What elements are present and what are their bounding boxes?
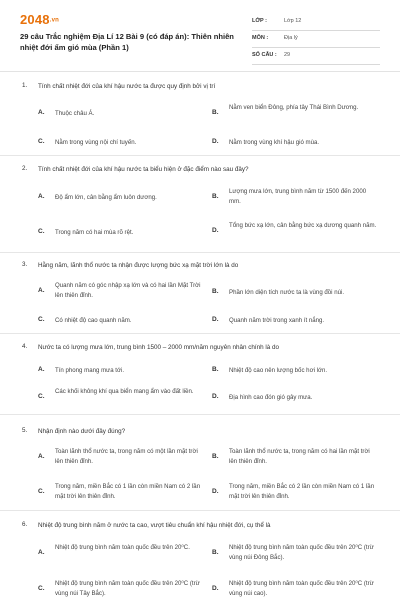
option-text: Tín phong mang mưa tới.: [55, 367, 125, 374]
option-letter: A.: [38, 287, 45, 294]
option-text: Nằm trong vùng khí hậu gió mùa.: [229, 139, 320, 146]
document-header: [0, 0, 400, 72]
question-text: Nhận định nào dưới đây đúng?: [38, 428, 126, 435]
option-text: Lượng mưa lớn, trung bình năm từ 1500 đến 2000 mm.: [229, 188, 367, 205]
meta-key: MÔN :: [252, 35, 269, 41]
option-text: Nhiệt độ trung bình năm toàn quốc đều trên 20⁰C (trừ vùng núi Tây Bắc).: [55, 580, 200, 597]
question-number: 4.: [22, 343, 28, 350]
header-divider: [0, 71, 400, 72]
option-letter: C.: [38, 228, 45, 235]
meta-key: SỐ CÂU :: [252, 52, 277, 58]
option-text: Trong năm, miền Bắc có 1 lần còn miền Nam có 2 lần mặt trời lên thiên đỉnh.: [55, 483, 201, 500]
question-text: Nhiệt độ trung bình năm ở nước ta cao, vượt tiêu chuẩn khí hậu nhiệt đới, cụ thể là: [38, 522, 271, 529]
option-text: Toàn lãnh thổ nước ta, trong năm có hai lần mặt trời lên thiên đỉnh.: [229, 448, 370, 465]
question-divider: [0, 510, 400, 511]
option-letter: A.: [38, 109, 45, 116]
option-text: Quanh năm có góc nhập xạ lớn và có hai lần Mặt Trời lên thiên đỉnh.: [55, 282, 201, 299]
option-text: Quanh năm trời trong xanh ít nắng.: [229, 317, 325, 324]
option-letter: D.: [212, 393, 219, 400]
option-letter: C.: [38, 585, 45, 592]
option-letter: B.: [212, 193, 219, 200]
option-text: Nhiệt độ trung bình năm toàn quốc đều trên 20⁰C.: [55, 544, 190, 551]
question-text: Nước ta có lượng mưa lớn, trung bình 1500 – 2000 mm/năm nguyên nhân chính là do: [38, 344, 280, 351]
meta-value: Địa lý: [284, 35, 298, 41]
meta-key: LỚP :: [252, 18, 267, 24]
question-number: 2.: [22, 165, 28, 172]
option-text: Địa hình cao đón gió gây mưa.: [229, 394, 313, 401]
meta-value: Lớp 12: [284, 18, 302, 24]
option-letter: D.: [212, 585, 219, 592]
meta-row-subject: [252, 31, 380, 48]
document-meta: [252, 14, 380, 65]
option-text: Toàn lãnh thổ nước ta, trong năm có một lần mặt trời lên thiên đỉnh.: [55, 448, 198, 465]
question-divider: [0, 333, 400, 334]
site-logo[interactable]: [20, 12, 59, 27]
option-letter: A.: [38, 366, 45, 373]
option-text: Phần lớn diện tích nước ta là vùng đồi núi.: [229, 289, 345, 296]
document-title: 29 câu Trắc nghiệm Địa Lí 12 Bài 9 (có đáp án): Thiên nhiên nhiệt đới ẩm gió mùa (Phần 1): [20, 32, 234, 52]
question-divider: [0, 414, 400, 415]
question-divider: [0, 252, 400, 253]
meta-row-count: [252, 48, 380, 65]
logo-text: 2048: [20, 12, 50, 27]
question-number: 5.: [22, 427, 28, 434]
option-letter: B.: [212, 453, 219, 460]
option-letter: C.: [38, 393, 45, 400]
option-letter: C.: [38, 488, 45, 495]
question-number: 6.: [22, 521, 28, 528]
option-letter: D.: [212, 227, 219, 234]
question-number: 1.: [22, 82, 28, 89]
option-letter: B.: [212, 366, 219, 373]
option-text: Nhiệt độ cao nên lượng bốc hơi lớn.: [229, 367, 328, 374]
option-letter: A.: [38, 549, 45, 556]
option-text: Trong năm có hai mùa rõ rệt.: [55, 229, 134, 236]
option-text: Nằm trong vùng nội chí tuyến.: [55, 139, 137, 146]
option-letter: B.: [212, 109, 219, 116]
option-letter: C.: [38, 138, 45, 145]
question-divider: [0, 155, 400, 156]
option-text: Các khối không khí qua biển mang ẩm vào đất liền.: [55, 388, 194, 395]
option-text: Nhiệt độ trung bình năm toàn quốc đều trên 20⁰C (trừ vùng núi cao).: [229, 580, 374, 597]
option-letter: C.: [38, 316, 45, 323]
option-letter: B.: [212, 288, 219, 295]
option-letter: A.: [38, 453, 45, 460]
option-text: Thuộc châu Á.: [55, 110, 95, 117]
question-text: Hằng năm, lãnh thổ nước ta nhận được lượng bức xạ mặt trời lớn là do: [38, 262, 239, 269]
question-text: Tính chất nhiệt đới của khí hậu nước ta biểu hiện ở đặc điểm nào sau đây?: [38, 166, 249, 173]
option-letter: D.: [212, 316, 219, 323]
option-text: Nằm ven biển Đông, phía tây Thái Bình Dương.: [229, 104, 359, 111]
option-letter: D.: [212, 138, 219, 145]
option-letter: D.: [212, 488, 219, 495]
meta-row-class: [252, 14, 380, 31]
option-text: Độ ẩm lớn, cân bằng ẩm luôn dương.: [55, 194, 157, 201]
question-number: 3.: [22, 261, 28, 268]
option-text: Trong năm, miền Bắc có 2 lần còn miền Nam có 1 lần mặt trời lên thiên đỉnh.: [229, 483, 375, 500]
meta-value: 29: [284, 52, 291, 58]
logo-suffix: .vn: [49, 17, 60, 24]
option-text: Có nhiệt độ cao quanh năm.: [55, 317, 132, 324]
option-letter: A.: [38, 193, 45, 200]
option-text: Tổng bức xạ lớn, cân bằng bức xạ dương quanh năm.: [229, 222, 377, 229]
option-text: Nhiệt độ trung bình năm toàn quốc đều trên 20⁰C (trừ vùng núi Đông Bắc).: [229, 544, 374, 561]
question-text: Tính chất nhiệt đới của khí hậu nước ta được quy định bởi vị trí: [38, 83, 216, 90]
option-letter: B.: [212, 549, 219, 556]
